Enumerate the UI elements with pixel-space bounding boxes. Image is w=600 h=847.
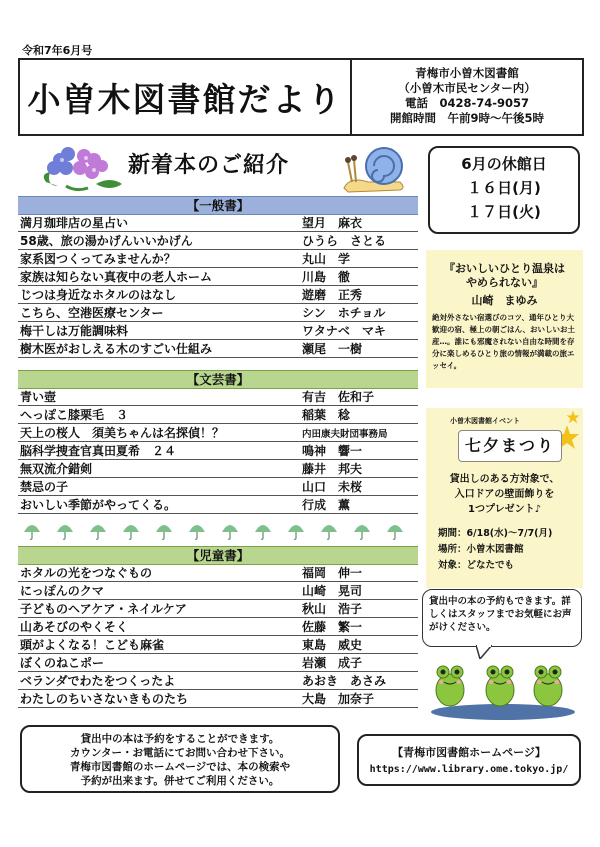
snail-icon (340, 138, 412, 196)
section-heading-children: 【児童書】 (18, 546, 418, 565)
book-title: 脳科学捜査官真田夏希 ２４ (20, 444, 177, 458)
book-title: 樹木医がおしえる木のすごい仕組み (20, 342, 213, 356)
book-title: おいしい季節がやってくる。 (20, 498, 177, 512)
book-title: 58歳、旅の湯かげんいいかげん (20, 234, 193, 248)
pickup-title-line2: やめられない』 (466, 276, 543, 289)
pickup-book-box (426, 250, 583, 388)
holiday-day-1: １６日(月) (467, 179, 541, 197)
book-author: 山崎 晃司 (302, 584, 363, 598)
book-author: 有吉 佐和子 (302, 390, 375, 404)
book-title: ホタルの光をつなぐもの (20, 566, 153, 580)
reservation-notice (20, 725, 340, 793)
notice-line4: 予約が出来ます。併せてご利用ください。 (80, 775, 280, 787)
book-title: わたしのちいさないきものたち (20, 692, 189, 706)
book-row (18, 636, 418, 654)
holiday-title: 6月の休館日 (461, 155, 547, 173)
notice-line1: 貸出中の本は予約をすることができます。 (80, 733, 280, 745)
book-author: 大島 加奈子 (302, 692, 375, 706)
book-row (18, 654, 418, 672)
book-title: 無双流介錯剣 (20, 462, 93, 476)
book-author: 岩瀬 成子 (302, 656, 363, 670)
book-author: 福岡 伸一 (302, 566, 363, 580)
event-organizer: 小曽木図書館イベント (450, 417, 520, 425)
event-name: 七夕まつり (458, 430, 562, 462)
homepage-url[interactable]: https://www.library.ome.tokyo.jp/ (369, 764, 569, 775)
homepage-title: 【青梅市図書館ホームページ】 (392, 746, 546, 759)
homepage-box (357, 734, 581, 786)
library-name: 青梅市小曽木図書館 (415, 66, 519, 80)
hydrangea-icon (36, 142, 128, 194)
umbrella-pattern-icon (18, 520, 418, 540)
book-author: ワタナベ マキ (302, 324, 386, 338)
book-row (18, 268, 418, 286)
book-author: 佐藤 繁一 (302, 620, 363, 634)
pickup-title-line1: 『おいしいひとり温泉は (444, 262, 565, 275)
book-title: こちら、空港医療センター (20, 306, 164, 320)
book-title: 頭がよくなる！こども麻雀 (20, 638, 165, 652)
notice-line2: カウンター・お電話にてお問い合わせ下さい。 (69, 747, 291, 759)
book-row (18, 214, 418, 232)
book-row (18, 478, 418, 496)
reservation-bubble: 貸出中の本の予約もできます。詳しくはスタッフまでお気軽にお声がけください。 (422, 589, 582, 647)
book-title: 家系図つくってみませんか？ (20, 252, 176, 266)
holiday-day-2: １７日(火) (467, 203, 541, 221)
newsletter-title-box (18, 58, 352, 136)
event-target: 対象：どなたでも (438, 560, 515, 571)
bubble-tail (476, 645, 492, 659)
book-row (18, 496, 418, 514)
book-row (18, 460, 418, 478)
book-title: ベランダでわたをつくったよ (20, 674, 176, 688)
book-author: シン ホチョル (302, 306, 386, 320)
book-row (18, 424, 418, 442)
book-row (18, 564, 418, 582)
pickup-description: 絶対外さない宿選びのコツ、通年ひとり大歓迎の宿、極上の朝ごはん、おいしいお土産…。誰にも邪魔されない自由な時間を存分に楽しめるひとり旅の情報が満載の旅エッセイ。 (432, 313, 575, 370)
book-author: 内田康夫財団事務局 (302, 428, 388, 440)
book-author: 山口 未桜 (302, 480, 363, 494)
book-row (18, 304, 418, 322)
library-hours: 開館時間 午前9時～午後5時 (389, 111, 544, 125)
event-details (438, 526, 552, 574)
library-sub: （小曽木市民センター内） (398, 81, 536, 95)
book-row (18, 286, 418, 304)
notice-line3: 青梅市図書館のホームページでは、本の検索や (69, 761, 291, 773)
library-tel: 電話 0428-74-9057 (404, 96, 530, 110)
event-desc-line1: 貸出しのある方対象で、 (449, 474, 560, 485)
book-author: 秋山 浩子 (302, 602, 363, 616)
book-row (18, 250, 418, 268)
issue-label: 令和7年6月号 (22, 44, 93, 57)
book-title: 山あそびのやくそく (20, 620, 129, 634)
book-title: にっぽんのクマ (20, 584, 104, 598)
book-row (18, 442, 418, 460)
book-author: 藤井 邦夫 (302, 462, 363, 476)
star-icon (566, 410, 580, 424)
holiday-box (428, 146, 580, 234)
book-row (18, 582, 418, 600)
book-title: 子どものヘアケア・ネイルケア (20, 602, 187, 616)
book-title: 満月珈琲店の星占い (20, 216, 129, 230)
frog-icon (430, 660, 576, 720)
book-author: 瀬尾 一樹 (302, 342, 363, 356)
event-desc-line2: 入口ドアの壁面飾りを (454, 489, 555, 500)
book-author: 丸山 学 (302, 252, 351, 266)
book-author: 東島 威史 (302, 638, 363, 652)
book-title: 天上の桜人 須美ちゃんは名探偵！？ (20, 426, 225, 440)
event-period: 期間：6/18(水)～7/7(月) (438, 528, 553, 539)
book-row (18, 672, 418, 690)
new-books-heading: 新着本のご紹介 (128, 153, 290, 178)
book-title: じつは身近なホタルのはなし (20, 288, 177, 302)
book-author: あおき あさみ (302, 674, 387, 688)
book-row (18, 600, 418, 618)
event-box (426, 408, 583, 588)
book-title: 家族は知らない真夜中の老人ホーム (20, 270, 213, 284)
book-title: 梅干しは万能調味料 (20, 324, 129, 338)
book-row (18, 322, 418, 340)
book-author: 望月 麻衣 (302, 216, 363, 230)
section-heading-bungei: 【文芸書】 (18, 370, 418, 389)
event-desc-line3: 1つプレゼント♪ (468, 504, 541, 515)
book-row (18, 232, 418, 250)
book-row (18, 388, 418, 406)
event-description (426, 472, 583, 517)
book-author: ひうら さとる (302, 234, 387, 248)
book-title: へっぽこ膝栗毛 ３ (20, 408, 129, 422)
book-row (18, 340, 418, 358)
book-row (18, 690, 418, 708)
newsletter-title: 小曽木図書館だより (27, 79, 343, 119)
book-author: 川島 徹 (302, 270, 351, 284)
event-place: 場所：小曽木図書館 (438, 544, 524, 555)
book-row (18, 618, 418, 636)
section-heading-general: 【一般書】 (18, 196, 418, 215)
book-author: 稲葉 稔 (302, 408, 351, 422)
library-info-box (352, 58, 584, 136)
book-title: 禁忌の子 (20, 480, 69, 494)
book-author: 鳴神 響一 (302, 444, 363, 458)
book-author: 遊磨 正秀 (302, 288, 363, 302)
book-title: 青い壺 (20, 390, 57, 404)
book-author: 行成 薫 (302, 498, 351, 512)
book-title: ぼくのねこポー (20, 656, 105, 670)
pickup-author: 山崎 まゆみ (471, 294, 538, 307)
book-row (18, 406, 418, 424)
